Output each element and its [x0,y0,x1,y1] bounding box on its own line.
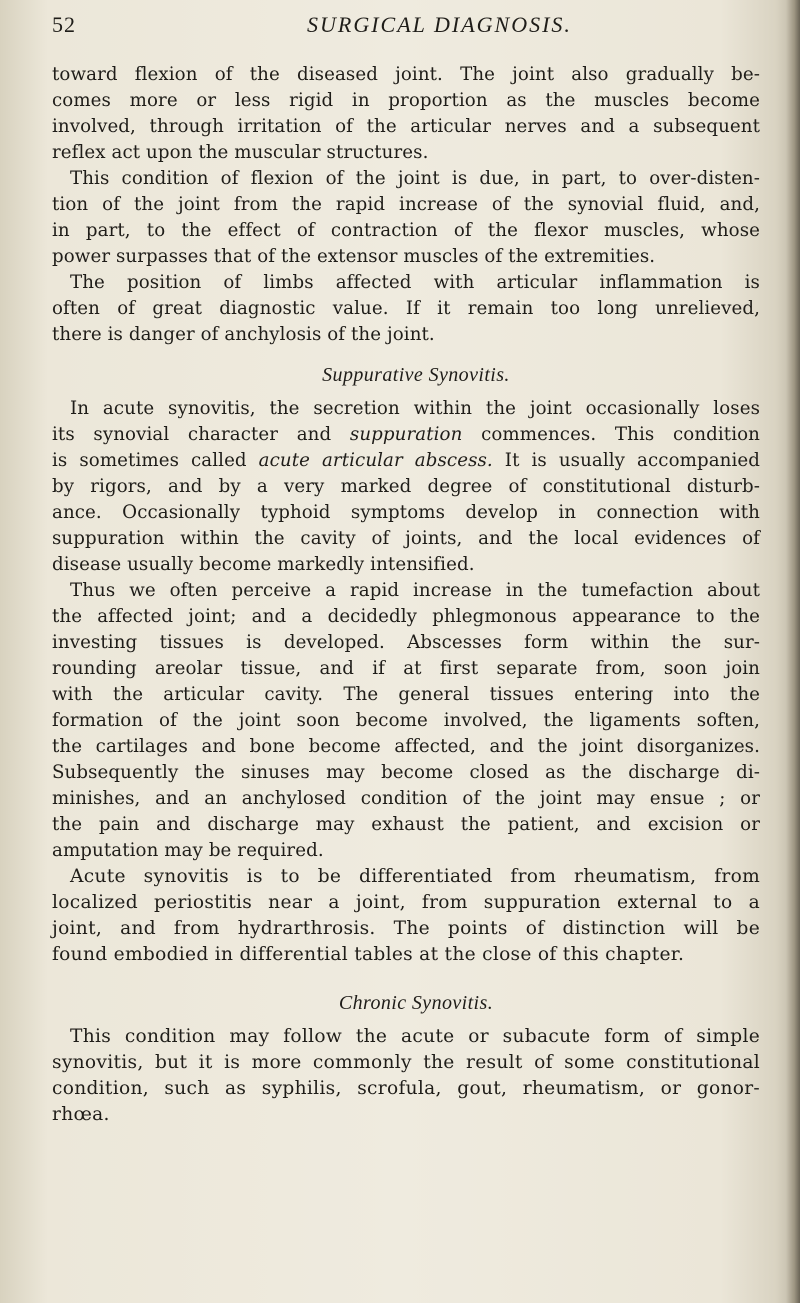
text-line: involved, through irritation of the articular nerves and a subsequent [52,116,760,137]
text-line: reflex act upon the muscular structures. [52,142,429,163]
paragraph-1 [52,62,760,166]
text-line: investing tissues is developed. Abscesses form within the sur- [52,632,760,653]
text-line: often of great diagnostic value. If it remain too long unrelieved, [52,298,760,319]
body-text [52,62,760,1128]
text-line: found embodied in differential tables at the close of this chapter. [52,944,685,965]
text-line: formation of the joint soon become involved, the ligaments soften, [52,710,760,731]
text-line: in part, to the effect of contraction of the flexor muscles, whose [52,220,760,241]
paragraph-3 [52,270,760,348]
text-line: the pain and discharge may exhaust the patient, and excision or [52,814,760,835]
text-line: Thus we often perceive a rapid increase in the tumefaction about [70,580,760,601]
text-line: is sometimes called acute articular abscess. It is usually accompanied [52,450,760,471]
text-line: Acute synovitis is to be differentiated from rheumatism, from [70,866,760,887]
text-line: rhœa. [52,1104,110,1125]
text-line: suppuration within the cavity of joints, and the local evidences of [52,528,760,549]
page-number: 52 [52,12,76,37]
text-line: condition, such as syphilis, scrofula, gout, rheumatism, or gonor- [52,1078,760,1099]
text-line: minishes, and an anchylosed condition of the joint may ensue ; or [52,788,760,809]
section-heading-chronic: Chronic Synovitis. [338,992,494,1014]
text-line: tion of the joint from the rapid increase of the synovial fluid, and, [52,194,760,215]
italic-term: acute articular abscess. [258,450,493,471]
text-line: with the articular cavity. The general tissues entering into the [52,684,760,705]
text-line: ance. Occasionally typhoid symptoms develop in connection with [52,502,760,523]
text-line: Subsequently the sinuses may become closed as the discharge di- [52,762,760,783]
page-header [52,8,752,48]
text-line: amputation may be required. [52,840,324,861]
text-line: This condition may follow the acute or subacute form of simple [70,1026,760,1047]
italic-term: suppuration [349,424,463,445]
text-line: This condition of flexion of the joint is due, in part, to over-disten- [70,168,760,189]
text-line: its synovial character and suppuration commences. This condition [52,424,760,445]
paragraph-5 [52,578,760,864]
text-line: In acute synovitis, the secretion within the joint occasionally loses [70,398,760,419]
text-line: power surpasses that of the extensor muscles of the extremities. [52,246,656,267]
text-line: comes more or less rigid in proportion as the muscles become [52,90,760,111]
running-head: SURGICAL DIAGNOSIS. [307,12,572,37]
text-line: synovitis, but it is more commonly the result of some constitutional [52,1052,760,1073]
text-line: localized periostitis near a joint, from suppuration external to a [52,892,760,913]
text-line: the cartilages and bone become affected, and the joint disorganizes. [52,736,760,757]
paragraph-2 [52,166,760,270]
text-line: disease usually become markedly intensified. [52,554,475,575]
text-line: the affected joint; and a decidedly phlegmonous appearance to the [52,606,760,627]
text-line: toward flexion of the diseased joint. The joint also gradually be- [52,64,760,85]
text-line: by rigors, and by a very marked degree of constitutional disturb- [52,476,760,497]
text-line: The position of limbs affected with articular inflammation is [70,272,760,293]
page-edge-shadow [786,0,800,1303]
text-line: rounding areolar tissue, and if at first separate from, soon join [52,658,760,679]
text-line: there is danger of anchylosis of the joint. [52,324,435,345]
paragraph-7 [52,1024,760,1128]
section-heading-suppurative: Suppurative Synovitis. [322,364,510,386]
paragraph-6 [52,864,760,968]
paragraph-4 [52,396,760,578]
text-line: joint, and from hydrarthrosis. The points of distinction will be [52,918,760,939]
